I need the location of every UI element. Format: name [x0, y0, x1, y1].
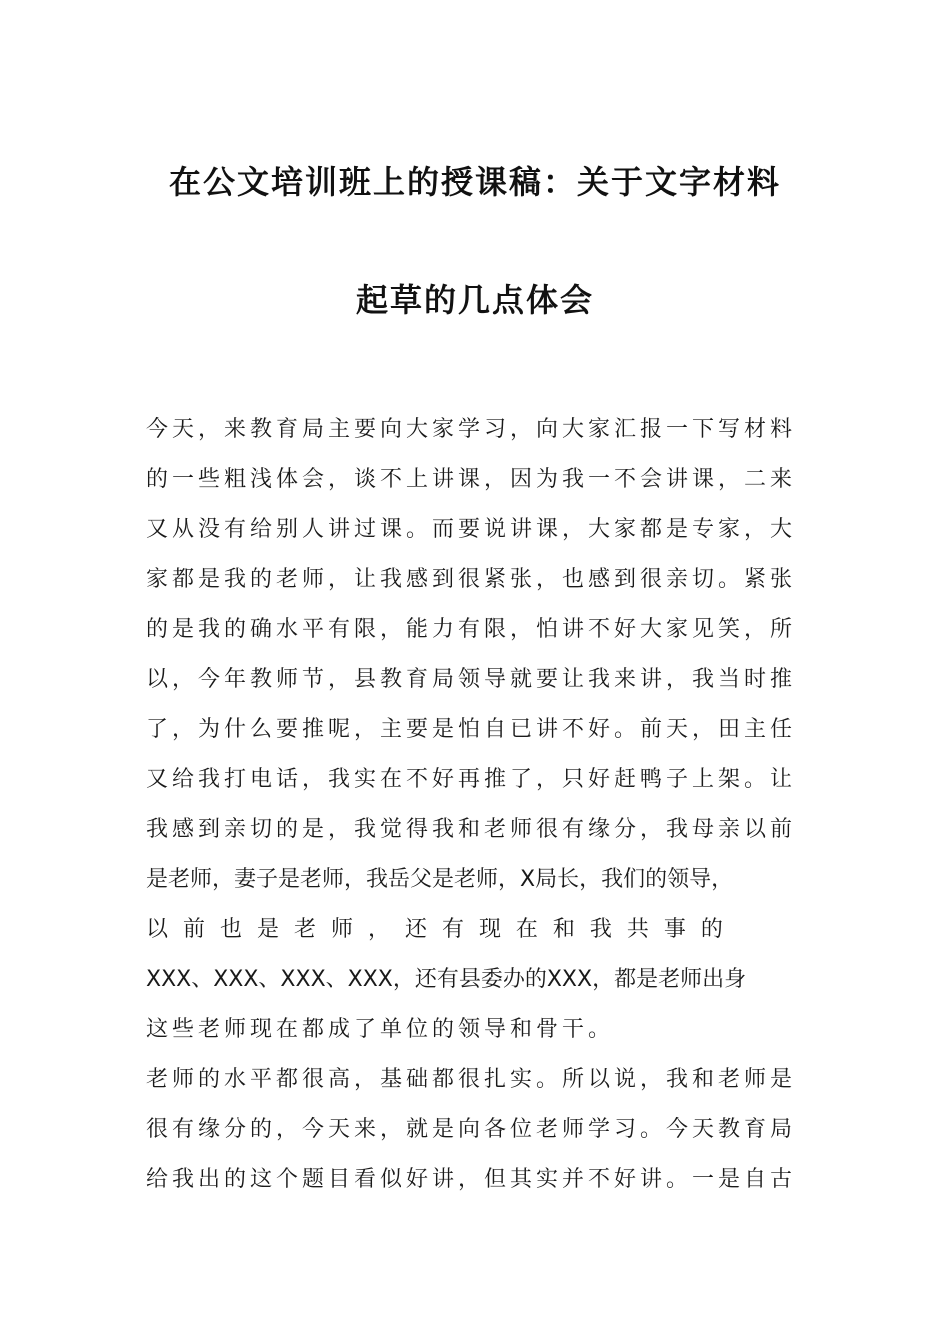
body-line-8: 又给我打电话，我实在不好再推了，只好赶鸭子上架。让	[146, 767, 797, 792]
body-line-16: 给我出的这个题目看似好讲，但其实并不好讲。一是自古	[146, 1167, 797, 1192]
document-title-line-1: 在公文培训班上的授课稿：关于文字材料	[168, 163, 781, 201]
body-line-12: XXX、XXX、XXX、XXX，还有县委办的XXX，都是老师出身	[146, 967, 747, 992]
body-line-6: 以，今年教师节，县教育局领导就要让我来讲，我当时推	[146, 667, 797, 692]
body-line-2: 的一些粗浅体会，谈不上讲课，因为我一不会讲课，二来	[146, 467, 797, 492]
body-line-7: 了，为什么要推呢，主要是怕自已讲不好。前天，田主任	[146, 717, 797, 742]
document-title-line-2: 起草的几点体会	[355, 281, 594, 319]
body-line-10: 是老师，妻子是老师，我岳父是老师，X局长，我们的领导，	[146, 867, 734, 892]
body-line-1: 今天，来教育局主要向大家学习，向大家汇报一下写材料	[146, 417, 797, 442]
body-line-5: 的是我的确水平有限，能力有限，怕讲不好大家见笑，所	[146, 617, 797, 642]
body-line-15: 很有缘分的，今天来，就是向各位老师学习。今天教育局	[146, 1117, 797, 1142]
body-line-13: 这些老师现在都成了单位的领导和骨干。	[146, 1017, 615, 1042]
body-line-9: 我感到亲切的是，我觉得我和老师很有缘分，我母亲以前	[146, 817, 797, 842]
body-line-4: 家都是我的老师，让我感到很紧张，也感到很亲切。紧张	[146, 567, 797, 592]
body-line-14: 老师的水平都很高，基础都很扎实。所以说，我和老师是	[146, 1067, 797, 1092]
body-line-11: 以 前 也 是 老 师 ， 还 有 现 在 和 我 共 事 的	[146, 917, 727, 942]
body-line-3: 又从没有给别人讲过课。而要说讲课，大家都是专家，大	[146, 517, 797, 542]
